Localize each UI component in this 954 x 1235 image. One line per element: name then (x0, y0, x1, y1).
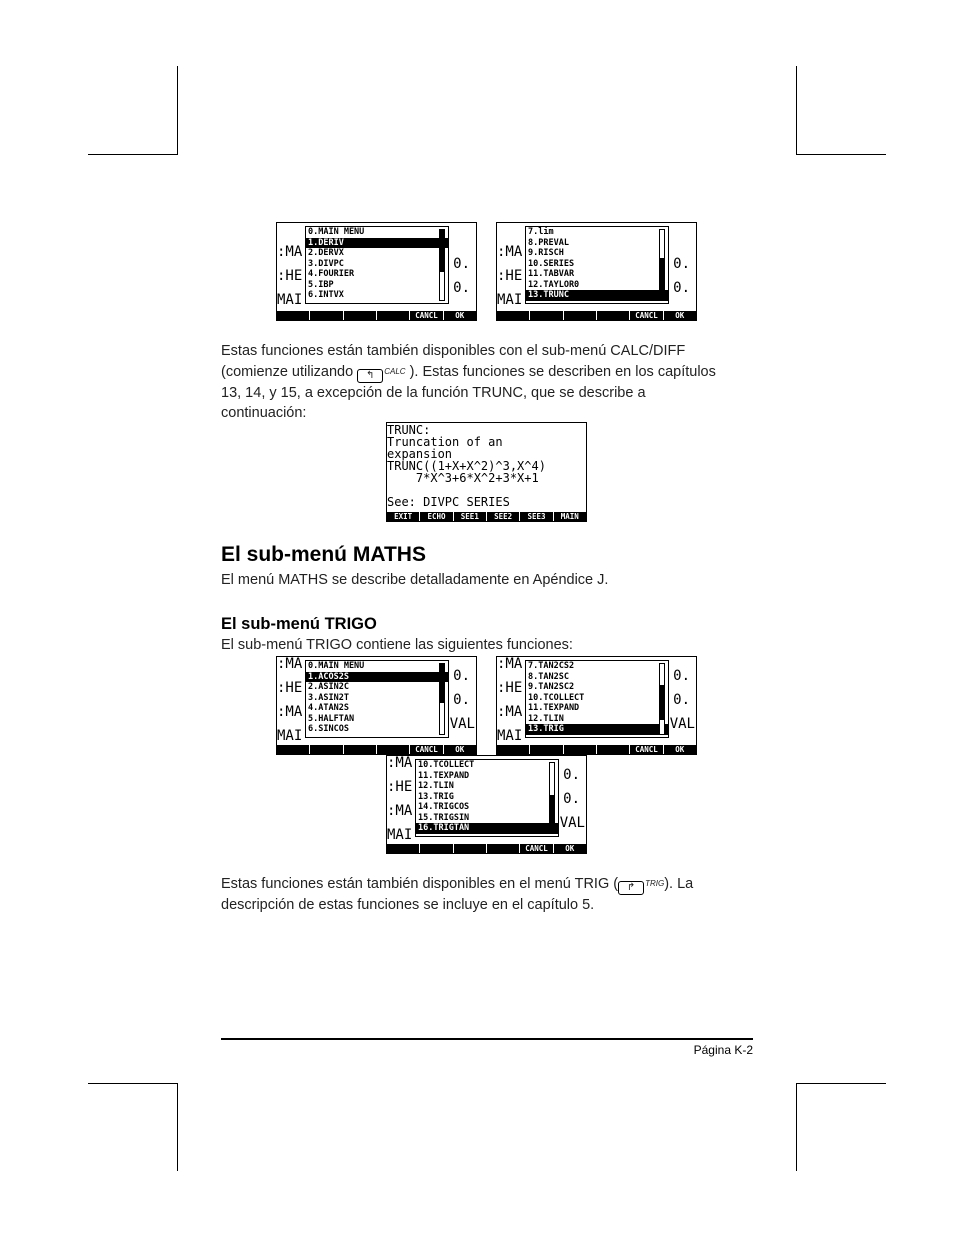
softkey[interactable] (344, 311, 377, 320)
softkey[interactable] (597, 311, 630, 320)
calc-screen-help-trunc (386, 422, 587, 522)
calc-screen-trig-1 (276, 656, 477, 755)
menu-item[interactable]: 11.TABVAR (528, 269, 575, 279)
menu-item-selected[interactable]: 13.TRUNC (526, 290, 668, 301)
stack-value: 0. (673, 280, 690, 296)
crop-mark (796, 1083, 797, 1171)
menu-item-selected[interactable]: 1.DERIV (306, 238, 448, 249)
softkey[interactable] (530, 745, 563, 754)
stack-value: 0. (453, 668, 470, 684)
calc-screen-diff-2 (496, 222, 697, 321)
stack-label: :MA (277, 656, 303, 672)
softkey[interactable] (344, 745, 377, 754)
text-fragment: ). Estas funciones se describen en los capítulos (405, 363, 716, 380)
softkey-see2[interactable]: SEE2 (487, 512, 520, 521)
text-fragment: Estas funciones están también disponibles en el menú TRIG ( (221, 876, 619, 892)
softkey[interactable] (277, 745, 310, 754)
stack-label: MAI (497, 292, 523, 308)
text-line (221, 362, 761, 383)
menu-item[interactable]: 12.TAYLOR0 (528, 279, 580, 290)
crop-mark (796, 66, 797, 155)
softkey-cancel[interactable]: CANCL (410, 745, 443, 754)
softkey-cancel[interactable]: CANCL (630, 311, 663, 320)
softkey-ok[interactable]: OK (455, 745, 465, 754)
stack-value: 0. (673, 256, 690, 272)
menu-item[interactable]: 2.ASIN2C (308, 682, 349, 692)
stack-value: 0. (453, 256, 470, 272)
stack-value: VAL (559, 815, 585, 831)
stack-label: MAI (497, 728, 523, 744)
stack-label: :MA (497, 244, 523, 260)
text-line: continuación: (221, 405, 307, 421)
softkey[interactable] (530, 311, 563, 320)
softkey-main[interactable]: MAIN (560, 512, 579, 521)
stack-label: :HE (497, 268, 523, 284)
menu-item-selected[interactable]: 13.TRIG (526, 724, 668, 735)
crop-mark (177, 1083, 178, 1171)
menu-item[interactable]: 6.SINCOS (308, 724, 349, 734)
softkey-see1[interactable]: SEE1 (454, 512, 487, 521)
menu-item[interactable]: 4.FOURIER (308, 269, 355, 279)
menu-item[interactable]: 10.SERIES (528, 258, 575, 269)
softkey[interactable] (487, 844, 520, 853)
menu-item[interactable]: 9.TAN2SC2 (528, 682, 575, 692)
menu-item[interactable]: 9.RISCH (528, 248, 564, 258)
softkey-bar (387, 512, 586, 521)
stack-value: 0. (453, 280, 470, 296)
stack-label: :MA (497, 656, 523, 672)
text-line: 13, 14, y 15, a excepción de la función TRUNC, que se describe a (221, 384, 646, 401)
paragraph-trig-menu (221, 874, 761, 916)
softkey-echo[interactable]: ECHO (420, 512, 453, 521)
menu-item[interactable]: 3.DIVPC (308, 258, 344, 269)
menu-item[interactable]: 0.MAIN MENU (308, 661, 365, 671)
softkey[interactable] (310, 311, 343, 320)
choose-box (305, 660, 449, 738)
help-line: TRUNC((1+X+X^2)^3,X^4) (387, 459, 546, 473)
footer-rule (221, 1038, 753, 1040)
softkey-exit[interactable]: EXIT (387, 512, 420, 521)
scrollbar[interactable] (439, 663, 445, 735)
menu-item[interactable]: 2.DERVX (308, 248, 344, 258)
choose-box (525, 226, 669, 304)
crop-mark (88, 154, 178, 155)
help-line: Truncation of an (387, 435, 503, 449)
softkey[interactable] (597, 745, 630, 754)
choose-box (525, 660, 669, 738)
menu-item[interactable]: 3.ASIN2T (308, 692, 349, 703)
maths-description: El menú MATHS se describe detalladamente en Apéndice J. (221, 572, 609, 588)
softkey[interactable] (377, 745, 410, 754)
menu-item[interactable]: 5.HALFTAN (308, 713, 355, 724)
text-fragment: ). La (664, 876, 694, 892)
crop-mark (88, 1083, 178, 1084)
stack-value: VAL (449, 716, 475, 732)
menu-item[interactable]: 0.MAIN MENU (308, 227, 365, 237)
right-shift-key-icon: ↱ (618, 881, 644, 895)
scrollbar[interactable] (659, 229, 665, 301)
trig-key-label: TRIG (645, 879, 665, 888)
scrollbar[interactable] (549, 762, 555, 834)
softkey-bar (277, 311, 476, 320)
softkey-bar (497, 311, 696, 320)
menu-item[interactable]: 10.TCOLLECT (528, 692, 585, 703)
scrollbar[interactable] (439, 229, 445, 301)
calc-screen-trig-2 (496, 656, 697, 755)
stack-value: 0. (453, 692, 470, 708)
stack-label: :HE (277, 680, 303, 696)
menu-item[interactable]: 11.TEXPAND (528, 703, 580, 713)
softkey-ok[interactable]: OK (675, 745, 685, 754)
stack-label: MAI (277, 728, 303, 744)
menu-item[interactable]: 12.TLIN (418, 781, 454, 791)
text-line: Estas funciones están también disponibles con el sub-menú CALC/DIFF (221, 343, 686, 359)
menu-item[interactable]: 8.TAN2SC (528, 671, 569, 682)
text-line (221, 874, 761, 895)
choose-box (415, 759, 559, 837)
help-line: 7*X^3+6*X^2+3*X+1 (387, 471, 539, 485)
stack-value: 0. (673, 692, 690, 708)
stack-label: :MA (387, 803, 413, 819)
text-line: descripción de estas funciones se incluye en el capítulo 5. (221, 897, 595, 913)
softkey[interactable] (277, 311, 310, 320)
menu-item[interactable]: 5.IBP (308, 279, 334, 290)
choose-box (305, 226, 449, 304)
calc-screen-diff-1 (276, 222, 477, 321)
help-line: expansion (387, 447, 453, 461)
softkey[interactable] (420, 844, 453, 853)
scrollbar[interactable] (659, 663, 665, 735)
menu-item[interactable]: 6.INTVX (308, 290, 344, 300)
stack-label: :MA (387, 755, 413, 771)
softkey[interactable] (454, 844, 487, 853)
calc-screen-trig-3 (386, 755, 587, 854)
crop-mark (796, 1083, 886, 1084)
softkey-see3[interactable]: SEE3 (520, 512, 553, 521)
menu-item[interactable]: 8.PREVAL (528, 237, 569, 248)
menu-item[interactable]: 4.ATAN2S (308, 703, 349, 713)
left-shift-key-icon: ↰ (357, 369, 383, 383)
softkey[interactable] (377, 311, 410, 320)
softkey[interactable] (497, 745, 530, 754)
softkey-cancel[interactable]: CANCL (520, 844, 553, 853)
trigo-description: El sub-menú TRIGO contiene las siguientes funciones: (221, 637, 573, 653)
stack-label: :HE (277, 268, 303, 284)
softkey-cancel[interactable]: CANCL (410, 311, 443, 320)
softkey-cancel[interactable]: CANCL (630, 745, 663, 754)
stack-value: 0. (563, 767, 580, 783)
menu-item-selected[interactable]: 1.ACOS2S (306, 672, 448, 683)
stack-label: :HE (387, 779, 413, 795)
menu-item[interactable]: 15.TRIGSIN (418, 812, 470, 823)
stack-value: 0. (673, 668, 690, 684)
softkey-bar (497, 745, 696, 754)
stack-label: :MA (497, 704, 523, 720)
paragraph-calc-diff (221, 341, 761, 424)
help-line: See: DIVPC SERIES (387, 495, 510, 509)
menu-item[interactable]: 11.TEXPAND (418, 770, 470, 781)
stack-label: :HE (497, 680, 523, 696)
calc-key-label: CALC (384, 366, 406, 376)
menu-item[interactable]: 14.TRIGCOS (418, 802, 470, 812)
softkey-bar (277, 745, 476, 754)
menu-item[interactable]: 13.TRIG (418, 791, 454, 802)
softkey[interactable] (387, 844, 420, 853)
menu-item[interactable]: 12.TLIN (528, 713, 564, 724)
stack-label: :MA (277, 704, 303, 720)
stack-value: 0. (563, 791, 580, 807)
text-fragment: (comienze utilizando (221, 363, 358, 380)
softkey[interactable] (310, 745, 343, 754)
stack-label: MAI (387, 827, 413, 843)
crop-mark (796, 154, 886, 155)
crop-mark (177, 66, 178, 155)
help-line: TRUNC: (387, 423, 431, 437)
menu-item[interactable]: 10.TCOLLECT (418, 760, 475, 770)
stack-label: :MA (277, 244, 303, 260)
softkey[interactable] (564, 311, 597, 320)
stack-label: MAI (277, 292, 303, 308)
softkey[interactable] (564, 745, 597, 754)
stack-value: VAL (669, 716, 695, 732)
softkey-ok[interactable]: OK (565, 844, 575, 853)
softkey[interactable] (497, 311, 530, 320)
heading-trigo: El sub-menú TRIGO (221, 615, 377, 633)
softkey-ok[interactable]: OK (455, 311, 465, 320)
menu-item-selected[interactable]: 16.TRIGTAN (416, 823, 558, 834)
heading-maths: El sub-menú MATHS (221, 543, 426, 566)
menu-item[interactable]: 7.TAN2CS2 (528, 661, 575, 671)
softkey-bar (387, 844, 586, 853)
menu-item[interactable]: 7.lim (528, 227, 554, 237)
softkey-ok[interactable]: OK (675, 311, 685, 320)
page-number: Página K-2 (693, 1043, 753, 1057)
